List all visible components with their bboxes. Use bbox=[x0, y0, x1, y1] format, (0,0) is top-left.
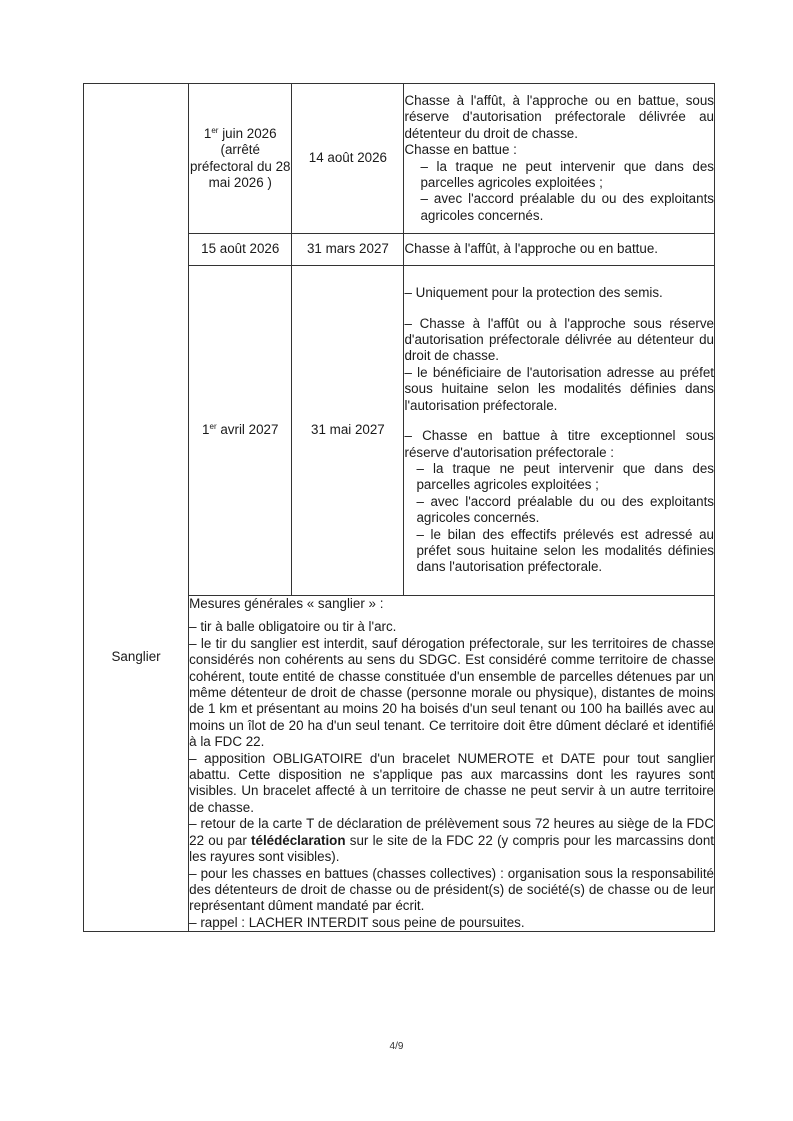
modality-text: Chasse en battue : bbox=[404, 142, 517, 158]
modality-text: – le bilan des effectifs prélevés est adressé au préfet sous huitaine selon les modalités définies dans l'autorisation préfectorale. bbox=[416, 526, 714, 575]
species-cell bbox=[84, 84, 189, 932]
modality-text: – Chasse à l'affût ou à l'approche sous réserve d'autorisation préfectorale délivrée au détenteur du droit de chasse. bbox=[404, 315, 714, 364]
general-measure-item: – apposition OBLIGATOIRE d'un bracelet NUMEROTE et DATE pour tout sanglier abattu. Cette disposition ne s'applique pas aux marcassins dont les rayures sont visibles. Un bracelet affecté à un territoire de chasse ne peut servir à un autre territoire de chasse. bbox=[189, 750, 714, 815]
teledeclaration-label: télédéclaration bbox=[251, 832, 346, 848]
general-measure-item: – rappel : LACHER INTERDIT sous peine de poursuites. bbox=[189, 914, 525, 930]
modality-text: – Uniquement pour la protection des semis. bbox=[404, 285, 663, 301]
modalities-cell bbox=[404, 266, 715, 596]
modality-text: – Chasse en battue à titre exceptionnel sous réserve d'autorisation préfectorale : bbox=[404, 428, 714, 460]
species-name: Sanglier bbox=[111, 649, 161, 665]
end-date: 31 mars 2027 bbox=[306, 241, 389, 257]
modality-text: Chasse à l'affût, à l'approche ou en battue, sous réserve d'autorisation préfectorale délivrée au détenteur du droit de chasse. bbox=[404, 92, 714, 141]
modality-text: – avec l'accord préalable du ou des exploitants agricoles concernés. bbox=[416, 493, 714, 526]
start-date: 15 août 2026 bbox=[201, 241, 280, 257]
end-date-cell bbox=[292, 84, 404, 234]
general-measures-cell bbox=[189, 596, 715, 932]
general-measures-title: Mesures générales « sanglier » : bbox=[189, 596, 384, 611]
modality-text: – avec l'accord préalable du ou des exploitants agricoles concernés. bbox=[420, 191, 714, 223]
end-date-cell bbox=[292, 234, 404, 266]
start-date-cell bbox=[189, 84, 292, 234]
start-date-cell bbox=[189, 234, 292, 266]
hunting-periods-table bbox=[83, 83, 715, 932]
modalities-cell bbox=[404, 84, 715, 234]
modality-text: – la traque ne peut intervenir que dans des parcelles agricoles exploitées ; bbox=[420, 158, 714, 190]
table-row bbox=[84, 84, 715, 234]
end-date-cell bbox=[292, 266, 404, 596]
modalities-cell bbox=[404, 234, 715, 266]
start-date-note: (arrêté préfectoral du 28 mai 2026 ) bbox=[189, 142, 291, 190]
general-measure-item: – tir à balle obligatoire ou tir à l'arc. bbox=[189, 619, 397, 635]
start-date: 1er avril 2027 bbox=[202, 422, 279, 438]
start-date-cell bbox=[189, 266, 292, 596]
general-measure-item: – retour de la carte T de déclaration de prélèvement sous 72 heures au siège de la FDC 22 ou par télédéclaration sur le site de la FDC 22 (y compris pour les marcassins dont les rayures sont visibles). bbox=[189, 816, 714, 865]
modality-text: Chasse à l'affût, à l'approche ou en battue. bbox=[404, 241, 658, 257]
modality-text: – le bénéficiaire de l'autorisation adresse au préfet sous huitaine selon les modalités définies dans l'autorisation préfectorale. bbox=[404, 364, 714, 413]
start-date: 1er juin 2026 bbox=[203, 125, 277, 141]
end-date: 14 août 2026 bbox=[308, 150, 387, 166]
general-measure-item: – pour les chasses en battues (chasses collectives) : organisation sous la responsabilité des détenteurs de droit de chasse ou de président(s) de société(s) de chasse ou de leur représentant dûment mandaté par écrit. bbox=[189, 865, 714, 914]
end-date: 31 mai 2027 bbox=[311, 422, 385, 438]
page-number: 4/9 bbox=[389, 1041, 404, 1052]
general-measure-item: – le tir du sanglier est interdit, sauf dérogation préfectorale, sur les territoires de chasse considérés non cohérents au sens du SDGC. Est considéré comme territoire de chasse cohérent, toute entité de chasse constituée d'un ensemble de parcelles détenues par un même détenteur de droit de chasse (personne morale ou physique), distantes de moins de 1 km et présentant au moins 20 ha boisés d'un seul tenant ou 100 ha baillés avec au moins un îlot de 20 ha d'un seul tenant. Ce territoire doit être dûment déclaré et identifié à la FDC 22. bbox=[189, 635, 714, 750]
modality-text: – la traque ne peut intervenir que dans des parcelles agricoles exploitées ; bbox=[416, 460, 714, 493]
